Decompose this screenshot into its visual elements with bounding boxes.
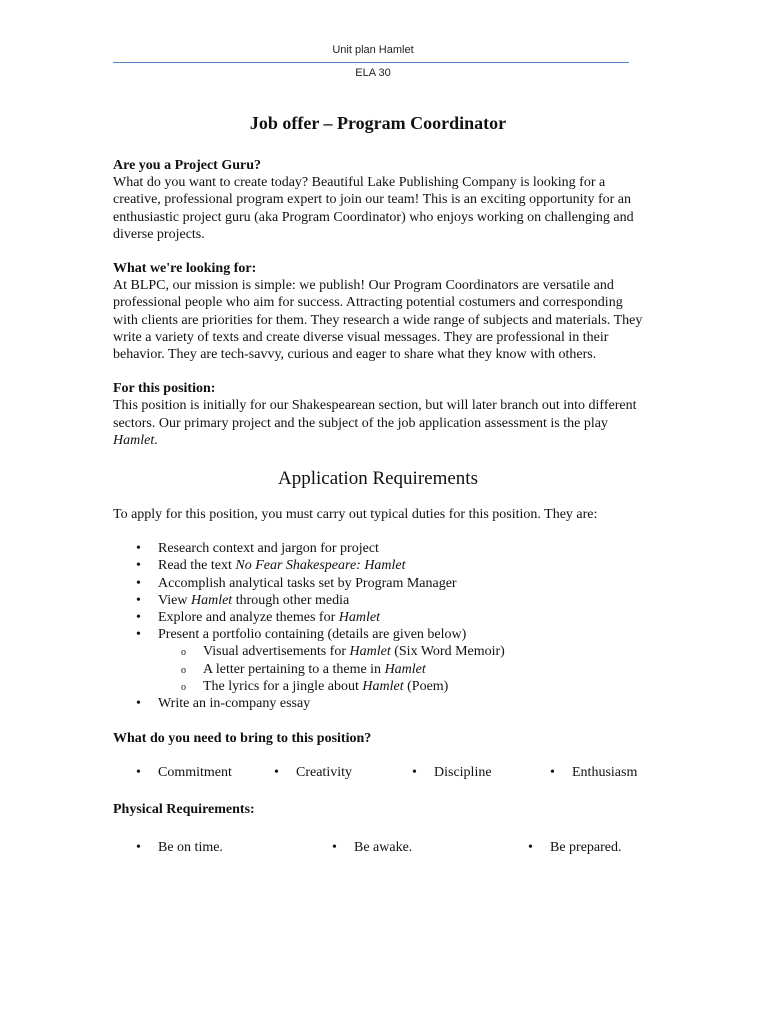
position-text-end: .	[154, 432, 158, 448]
looking-heading: What we're looking for:	[113, 261, 257, 277]
list-item: • Write an in-company essay	[158, 695, 643, 712]
position-text-main: This position is initially for our Shakespearean section, but will later branch out into different sectors. Our primary project and the subject of the job application assessment is the play	[113, 398, 637, 431]
header-rule	[113, 62, 629, 63]
page-title: Job offer – Program Coordinator	[249, 113, 507, 133]
sub-list-item: o Visual advertisements for Hamlet (Six Word Memoir)	[203, 643, 643, 660]
bring-item-enthusiasm: • Enthusiasm	[572, 764, 637, 781]
list-item: • View Hamlet through other media	[158, 592, 643, 609]
bring-heading: What do you need to bring to this position?	[113, 731, 372, 747]
list-item: • Present a portfolio containing (details are given below) o Visual advertisements for Hamlet (Six Word Memoir) o A letter pertaining to a theme in Hamlet o The lyrics for a jingle about Hamlet (Poem)	[158, 626, 643, 695]
list-item: • Read the text No Fear Shakespeare: Hamlet	[158, 557, 643, 574]
bring-item-commitment: • Commitment	[158, 764, 232, 781]
requirements-heading: Application Requirements	[278, 468, 478, 490]
physical-item-on-time: • Be on time.	[158, 839, 223, 856]
guru-text: What do you want to create today? Beautiful Lake Publishing Company is looking for a creative, professional program expert to join our team! This is an exciting opportunity for an enthusiastic project guru (aka Program Coordinator) who enjoys working on challenging and diverse projects.	[113, 175, 634, 242]
physical-heading: Physical Requirements:	[113, 802, 255, 818]
guru-heading: Are you a Project Guru?	[113, 158, 262, 173]
physical-row	[113, 839, 643, 856]
list-item: • Research context and jargon for project	[158, 540, 643, 557]
position-heading: For this position:	[113, 381, 216, 397]
looking-text: At BLPC, our mission is simple: we publish! Our Program Coordinators are versatile and professional people who aim for success. Attracting potential costumers and corresponding with clients are priorities for them. They research a wide range of subjects and materials. They write a variety of texts and create diverse visual messages. They are professional in their behavior. They are tech-savvy, curious and eager to share what they know with others.	[113, 278, 643, 363]
physical-item-prepared: • Be prepared.	[550, 839, 622, 856]
portfolio-sublist	[158, 643, 643, 695]
document-body	[113, 110, 643, 876]
sub-list-item: o The lyrics for a jingle about Hamlet (Poem)	[203, 678, 643, 695]
header-course: ELA 30	[355, 67, 391, 79]
list-item: • Accomplish analytical tasks set by Program Manager	[158, 575, 643, 592]
position-text-play: Hamlet	[113, 432, 155, 448]
list-item: • Explore and analyze themes for Hamlet	[158, 609, 643, 626]
position-text	[113, 397, 643, 449]
bring-item-discipline: • Discipline	[434, 764, 492, 781]
sub-list-item: o A letter pertaining to a theme in Hamlet	[203, 661, 643, 678]
bring-row	[113, 764, 643, 781]
bring-item-creativity: • Creativity	[296, 764, 352, 781]
physical-item-awake: • Be awake.	[354, 839, 412, 856]
requirements-intro: To apply for this position, you must carry out typical duties for this position. They are:	[113, 507, 598, 523]
header-unit-plan: Unit plan Hamlet	[332, 44, 414, 56]
requirements-list	[113, 540, 643, 712]
